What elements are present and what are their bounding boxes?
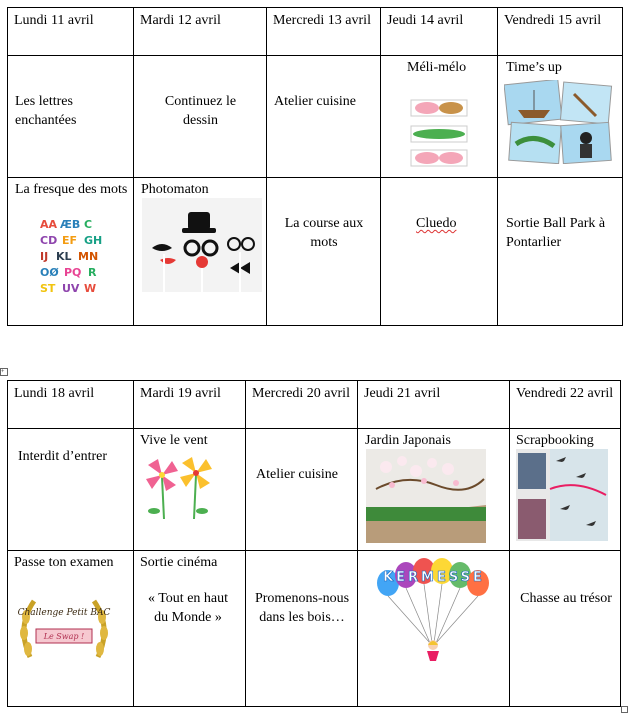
svg-text:R: R [88, 266, 97, 279]
times-up-cards-image [504, 80, 614, 164]
svg-text:PQ: PQ [64, 266, 82, 279]
svg-text:GH: GH [84, 234, 103, 247]
week1-header-row [8, 8, 623, 56]
activity-label: Sortie cinéma [140, 555, 218, 570]
activity-label: Continuez le dessin [164, 94, 237, 128]
svg-text:OØ: OØ [40, 266, 59, 279]
day-header: Lundi 18 avril [14, 386, 95, 401]
activity-label: Atelier cuisine [256, 467, 339, 482]
challenge-petit-bac-image [16, 593, 112, 663]
japanese-garden-image [366, 449, 486, 543]
week2-header-row [8, 381, 621, 429]
day-header: Mercredi 13 avril [273, 13, 371, 28]
alphabet-letters-image [38, 216, 108, 302]
activity-label: Jardin Japonais [365, 433, 451, 448]
day-header: Mardi 12 avril [140, 13, 221, 28]
kermesse-balloons-image [372, 553, 496, 665]
activity-label: Photomaton [141, 182, 209, 197]
pinwheel-flowers-image [140, 453, 220, 521]
activity-label: Vive le vent [140, 433, 208, 448]
week1-table [7, 7, 623, 326]
day-header: Mercredi 20 avril [252, 386, 350, 401]
svg-text:IJ: IJ [40, 250, 49, 263]
animal-cards-image [409, 96, 469, 168]
svg-text:C: C [84, 218, 93, 231]
week1-activity-row-1 [8, 56, 623, 178]
activity-label: Chasse au trésor [520, 591, 612, 606]
activity-label: Méli-mélo [407, 60, 467, 75]
svg-text:UV: UV [62, 282, 80, 295]
activity-label: Atelier cuisine [274, 94, 357, 109]
svg-text:CD: CD [40, 234, 58, 247]
svg-text:ÆB: ÆB [60, 218, 81, 231]
week2-table [7, 380, 621, 707]
day-header: Vendredi 15 avril [504, 13, 602, 28]
activity-label: Scrapbooking [516, 433, 594, 448]
svg-text:KL: KL [56, 250, 72, 263]
activity-label: Sortie Ball Park à Pontarlier [506, 216, 606, 250]
activity-label: Les lettres enchantées [15, 94, 77, 128]
activity-label: Time’s up [506, 60, 562, 75]
day-header: Jeudi 14 avril [387, 13, 464, 28]
week2-activity-row-1 [8, 429, 621, 551]
week2-activity-row-2 [8, 551, 621, 707]
day-header: Jeudi 21 avril [364, 386, 441, 401]
activity-label: La course aux mots [284, 216, 364, 250]
svg-text:AA: AA [40, 218, 58, 231]
challenge-title: Challenge Petit BAC [17, 608, 111, 618]
table-resize-handle[interactable] [621, 706, 628, 713]
activity-label: La fresque des mots [15, 182, 128, 197]
kermesse-label: KERMESSE [383, 570, 485, 585]
week1-activity-row-2 [8, 178, 623, 326]
svg-text:W: W [84, 282, 97, 295]
activity-label: Passe ton examen [14, 555, 114, 570]
scrapbook-page-image [516, 449, 608, 541]
movie-title: « Tout en haut du Monde » [147, 591, 229, 625]
day-header: Lundi 11 avril [14, 13, 94, 28]
photobooth-props-image [142, 198, 262, 292]
day-header: Vendredi 22 avril [516, 386, 614, 401]
day-header: Mardi 19 avril [140, 386, 221, 401]
svg-text:MN: MN [78, 250, 99, 263]
activity-label: Interdit d’entrer [18, 449, 108, 464]
svg-text:EF: EF [62, 234, 78, 247]
challenge-subtitle: Le Swap ! [43, 632, 85, 641]
table-anchor-icon[interactable]: + [0, 368, 8, 376]
activity-label: Promenons-nous dans les bois… [254, 591, 350, 625]
svg-text:ST: ST [40, 282, 56, 295]
activity-label: Cluedo [416, 216, 457, 231]
